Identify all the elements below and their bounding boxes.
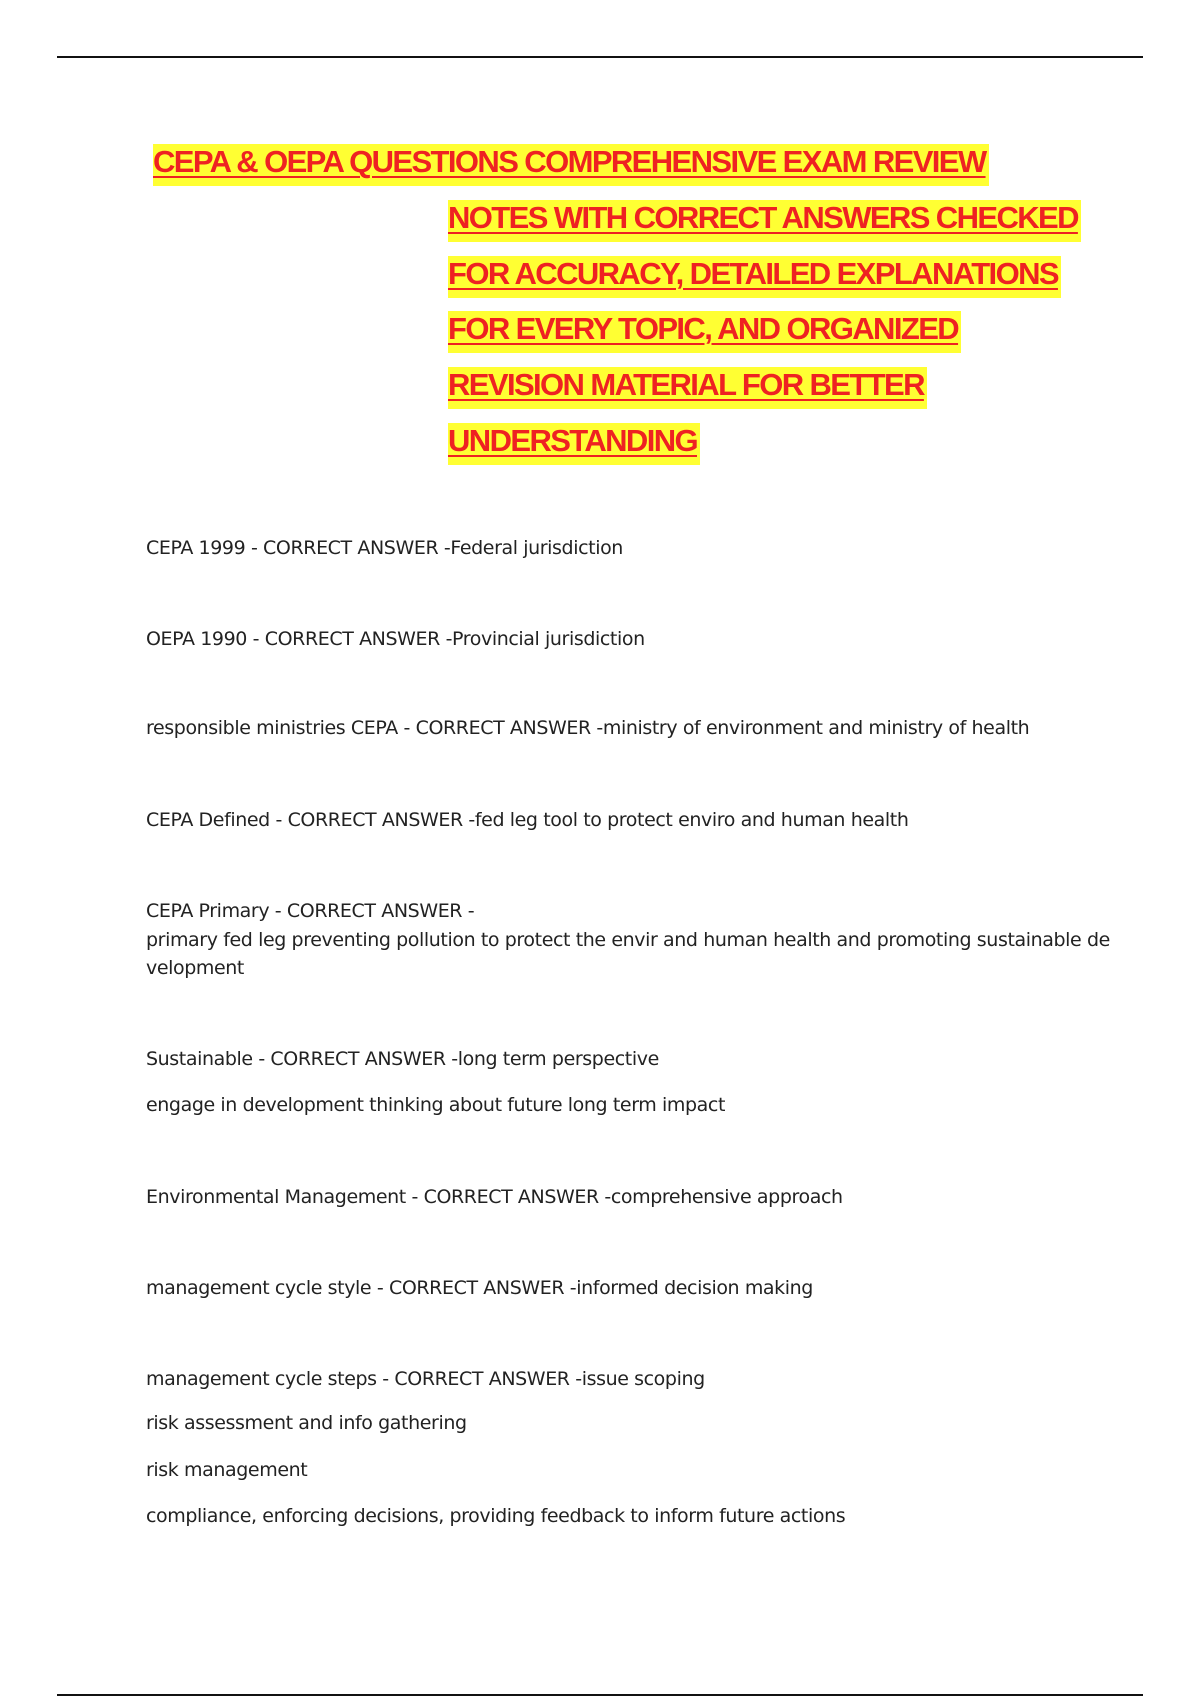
title-line-1: CEPA & OEPA QUESTIONS COMPREHENSIVE EXAM REVIEW	[153, 144, 989, 186]
entry-management-cycle-style: management cycle style - CORRECT ANSWER -informed decision making	[146, 1277, 813, 1299]
bottom-rule	[57, 1694, 1143, 1696]
title-line-5: REVISION MATERIAL FOR BETTER	[448, 367, 927, 409]
entry-responsible-ministries: responsible ministries CEPA - CORRECT ANSWER -ministry of environment and ministry of health	[146, 717, 1030, 739]
title-line-3: FOR ACCURACY, DETAILED EXPLANATIONS	[448, 256, 1061, 298]
entry-cepa-1999: CEPA 1999 - CORRECT ANSWER -Federal jurisdiction	[146, 537, 623, 559]
title-line-4: FOR EVERY TOPIC, AND ORGANIZED	[448, 311, 961, 353]
entry-cepa-primary-answer-cont: velopment	[146, 957, 244, 979]
entry-step-risk-assessment: risk assessment and info gathering	[146, 1412, 467, 1434]
entry-cepa-primary-answer: primary fed leg preventing pollution to protect the envir and human health and promoting sustainable de	[146, 929, 1110, 951]
entry-oepa-1990: OEPA 1990 - CORRECT ANSWER -Provincial jurisdiction	[146, 628, 645, 650]
entry-environmental-management: Environmental Management - CORRECT ANSWER -comprehensive approach	[146, 1186, 843, 1208]
title-line-2: NOTES WITH CORRECT ANSWERS CHECKED	[448, 200, 1081, 242]
entry-step-compliance: compliance, enforcing decisions, providing feedback to inform future actions	[146, 1505, 846, 1527]
title-line-6: UNDERSTANDING	[448, 423, 700, 465]
entry-management-cycle-steps: management cycle steps - CORRECT ANSWER -issue scoping	[146, 1368, 705, 1390]
entry-sustainable: Sustainable - CORRECT ANSWER -long term perspective	[146, 1048, 659, 1070]
entry-sustainable-detail: engage in development thinking about future long term impact	[146, 1094, 725, 1116]
entry-step-risk-management: risk management	[146, 1459, 308, 1481]
entry-cepa-defined: CEPA Defined - CORRECT ANSWER -fed leg tool to protect enviro and human health	[146, 809, 909, 831]
entry-cepa-primary: CEPA Primary - CORRECT ANSWER -	[146, 900, 475, 922]
top-rule	[57, 56, 1143, 58]
